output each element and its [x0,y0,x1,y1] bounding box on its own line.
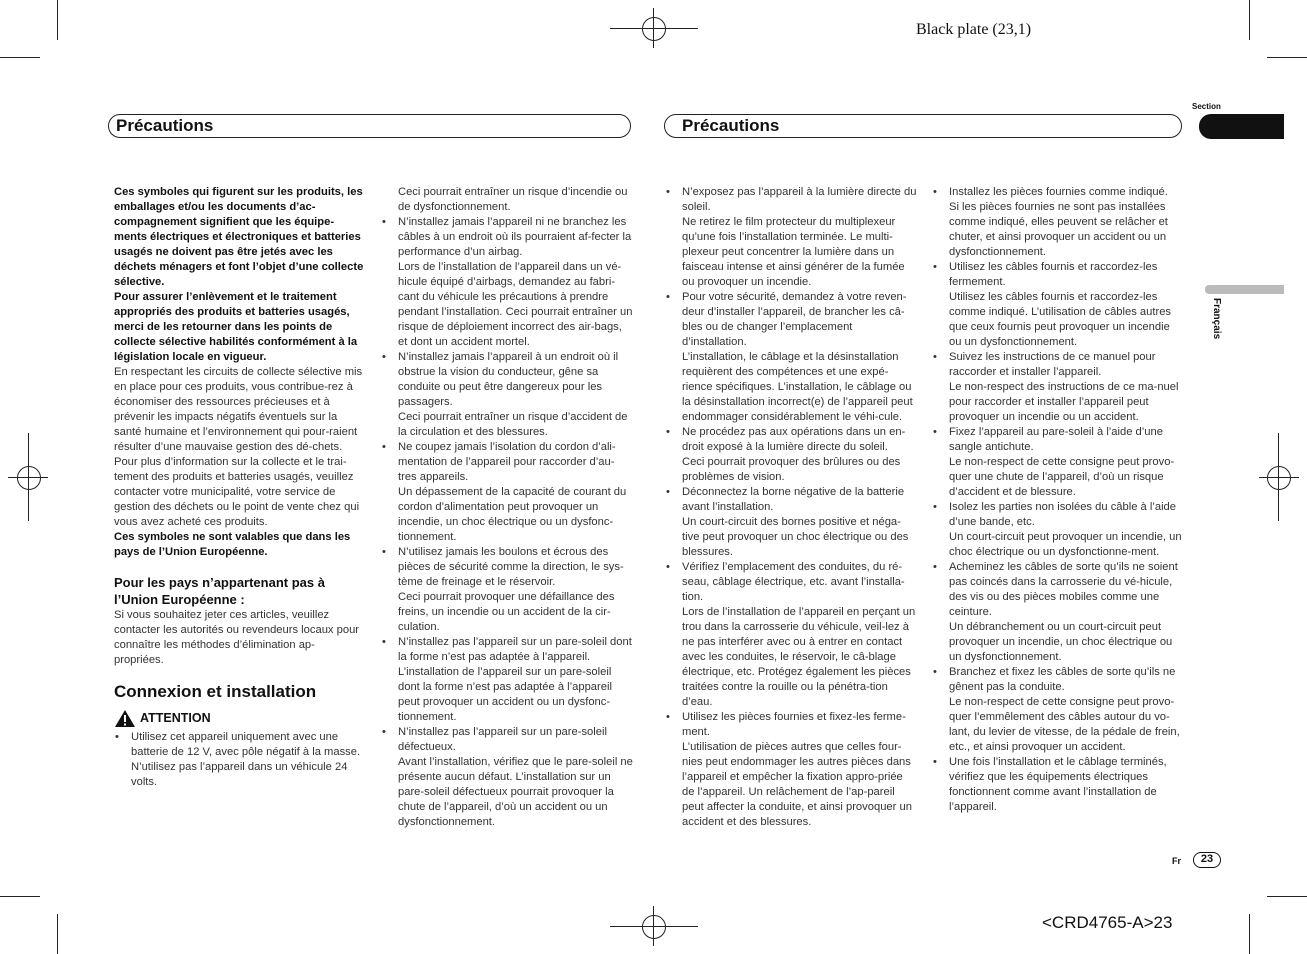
list-item: • N’installez pas l’appareil sur un pare-soleil défectueux. Avant l’installation, vérifiez que le pare-soleil ne présente aucun défaut. L’installation sur un pare-soleil défectueux pourrait provoquer la chute de l’appareil, d’où un accident ou un dysfonctionnement. [381,725,633,830]
list-item: • Suivez les instructions de ce manuel pour raccorder et installer l’appareil. Le non-respect des instructions de ce ma-nuel pour raccorder et installer l’appareil peut provoquer un incendie ou un accident. [932,350,1184,425]
list-item: • Utilisez cet appareil uniquement avec une batterie de 12 V, avec pôle négatif à la masse. N’utilisez pas l’appareil dans un véhicule 24 volts. [114,730,364,790]
list-item: • N’exposez pas l’appareil à la lumière directe du soleil. Ne retirez le film protecteur du multiplexeur qu’une fois l’installation terminée. Le multi-plexeur peut concentrer la lumière dans un faisceau intense et ainsi générer de la fumée ou provoquer un incendie. [665,185,917,290]
list-item: • Fixez l’appareil au pare-soleil à l’aide d’une sangle antichute. Le non-respect de cette consigne peut provo-quer une chute de l’appareil, d’où un risque d’accident et de blessure. [932,425,1184,500]
list-item: • Utilisez les câbles fournis et raccordez-les fermement. Utilisez les câbles fournis et raccordez-les comme indiqué. L’utilisation de câbles autres que ceux fournis peut provoquer un incendie ou un dysfonctionnement. [932,260,1184,350]
crop-mark [0,57,40,58]
crop-mark [0,896,40,897]
list-item: • Utilisez les pièces fournies et fixez-les ferme-ment. L’utilisation de pièces autres que celles four-nies peut endommager les autres pièces dans l’appareil et empêcher la fixation appro-priée de l’appareil. Un relâchement de l’ap-pareil peut affecter la conduite, et ainsi provoquer un accident et des blessures. [665,710,917,830]
crop-mark [57,0,58,40]
warning-icon [114,709,136,728]
list-item: • Ne coupez jamais l’isolation du cordon d’ali-mentation de l’appareil pour raccorder d’au-tres appareils. Un dépassement de la capacité de courant du cordon d’alimentation peut provoquer un incendie, un choc électrique ou un dysfonc-tionnement. [381,440,633,545]
paragraph: En respectant les circuits de collecte sélective mis en place pour ces produits, vous contribue-rez à économiser des ressources précieuses et à prévenir les impacts négatifs éventuels sur la santé humaine et l’environnement qui pour-raient résulter d’une mauvaise gestion des dé-chets. [114,366,363,453]
attention-label [114,709,364,728]
disposal-notice: Ces symboles qui figurent sur les produits, les emballages et/ou les documents d’ac-compagnement signifient que les équipe-ments électriques et électroniques et batteries usagés ne doivent pas être jetés avec les déchets ménagers et font l’objet d’une collecte sélective. [114,186,364,288]
page-title-right: Précautions [682,116,780,135]
list-item: • Acheminez les câbles de sorte qu’ils ne soient pas coincés dans la carrosserie du vé-hicule, des vis ou des pièces mobiles comme une ceinture. Un débranchement ou un court-circuit peut provoquer un incendie, un choc électrique ou un dysfonctionnement. [932,560,1184,665]
language-label: Français [1211,298,1222,340]
plate-label: Black plate (23,1) [916,21,1032,38]
paragraph: Ceci pourrait entraîner un risque d’incendie ou de dysfonctionnement. [398,186,628,213]
section-heading: Connexion et installation [114,682,317,701]
list-item: • Installez les pièces fournies comme indiqué. Si les pièces fournies ne sont pas installées comme indiqué, elles peuvent se relâcher et chuter, et ainsi provoquer un accident ou un dysfonctionnement. [932,185,1184,260]
disposal-instruction: Pour assurer l’enlèvement et le traitement appropriés des produits et batteries usagés, merci de les retourner dans les points de collecte sélective habilités conformément à la législation locale en vigueur. [114,291,358,363]
list-item: • Vérifiez l’emplacement des conduites, du ré-seau, câblage électrique, etc. avant l’installa-tion. Lors de l’installation de l’appareil en perçant un trou dans la carrosserie du véhicule, veil-lez à ne pas interférer avec ou à entrer en contact avec les conduites, le réservoir, le câ-blage électrique, etc. Protégez également les pièces traitées contre la rouille ou la pénétra-tion d’eau. [665,560,917,710]
list-item: • N’installez jamais l’appareil ni ne branchez les câbles à un endroit où ils pourraient af-fecter la performance d’un airbag. Lors de l’installation de l’appareil dans un vé-hicule équipé d’airbags, demandez au fabri-cant du véhicule les précautions à prendre pendant l’installation. Ceci pourrait entraîner un risque de déploiement incorrect des air-bags, et dont un accident mortel. [381,215,633,350]
list-item: • Déconnectez la borne négative de la batterie avant l’installation. Un court-circuit des bornes positive et néga-tive peut provoquer un choc électrique ou des blessures. [665,485,917,560]
registration-circle [642,915,666,939]
paragraph: Si vous souhaitez jeter ces articles, veuillez contacter les autorités ou revendeurs locaux pour connaître les méthodes d’élimination ap-propriées. [114,609,360,666]
attention-text: ATTENTION [140,711,211,725]
language-tab [1205,285,1284,294]
page-number: 23 [1193,852,1221,868]
list-item: • N’utilisez jamais les boulons et écrous des pièces de sécurité comme la direction, le sys-tème de freinage et le réservoir. Ceci pourrait provoquer une défaillance des freins, un incendie ou un accident de la cir-culation. [381,545,633,635]
eu-notice: Ces symboles ne sont valables que dans les pays de l’Union Européenne. [114,531,351,558]
list-item: • N’installez jamais l’appareil à un endroit où il obstrue la vision du conducteur, gêne sa conduite ou peut être dangereux pour les passagers. Ceci pourrait entraîner un risque d’accident de la circulation et des blessures. [381,350,633,440]
column-3 [665,185,917,830]
column-2 [381,185,633,830]
section-label: Section [1192,102,1221,111]
list-item: • Pour votre sécurité, demandez à votre reven-deur d’installer l’appareil, de brancher les câ-bles ou de changer l’emplacement d’installation. L’installation, le câblage et la désinstallation requièrent des compétences et une expé-rience spécifiques. L’installation, le câblage ou la désinstallation incorrect(e) de l’appareil peut endommager considérablement le véhi-cule. [665,290,917,425]
subheading: Pour les pays n’appartenant pas à l’Union Européenne : [114,575,325,607]
list-item: • Ne procédez pas aux opérations dans un en-droit exposé à la lumière directe du soleil. Ceci pourrait provoquer des brûlures ou des problèmes de vision. [665,425,917,485]
list-item: • Isolez les parties non isolées du câble à l’aide d’une bande, etc. Un court-circuit peut provoquer un incendie, un choc électrique ou un dysfonctionne-ment. [932,500,1184,560]
section-tab [1199,114,1284,139]
registration-circle [1267,466,1291,490]
crop-mark [1267,57,1307,58]
caution-list [665,185,917,830]
registration-circle [642,17,666,41]
crop-mark [1267,896,1307,897]
list-item: • Une fois l’installation et le câblage terminés, vérifiez que les équipements électriques fonctionnent comme avant l’installation de l’appareil. [932,755,1184,815]
paragraph: Pour plus d’information sur la collecte et le trai-tement des produits et batteries usagés, veuillez contacter votre municipalité, votre service de gestion des déchets ou le point de vente chez qui vous avez acheté ces produits. [114,456,360,528]
list-item: • Branchez et fixez les câbles de sorte qu’ils ne gênent pas la conduite. Le non-respect de cette consigne peut provo-quer l’emmêlement des câbles autour du vo-lant, du levier de vitesse, de la pédale de frein, etc., et ainsi provoquer un accident. [932,665,1184,755]
caution-list [114,730,364,790]
page-title-left: Précautions [116,116,214,135]
crop-mark [1249,0,1250,40]
caution-list [932,185,1184,815]
document-code: <CRD4765-A>23 [1042,913,1173,932]
list-item: • N’installez pas l’appareil sur un pare-soleil dont la forme n’est pas adaptée à l’appareil. L’installation de l’appareil sur un pare-soleil dont la forme n’est pas adaptée à l’appareil peut provoquer un accident ou un dysfonc-tionnement. [381,635,633,725]
crop-mark [1249,914,1250,954]
footer-lang: Fr [1172,856,1181,866]
column-1 [114,185,364,790]
column-4 [932,185,1184,815]
crop-mark [57,914,58,954]
registration-circle [17,466,41,490]
caution-list [381,215,633,830]
